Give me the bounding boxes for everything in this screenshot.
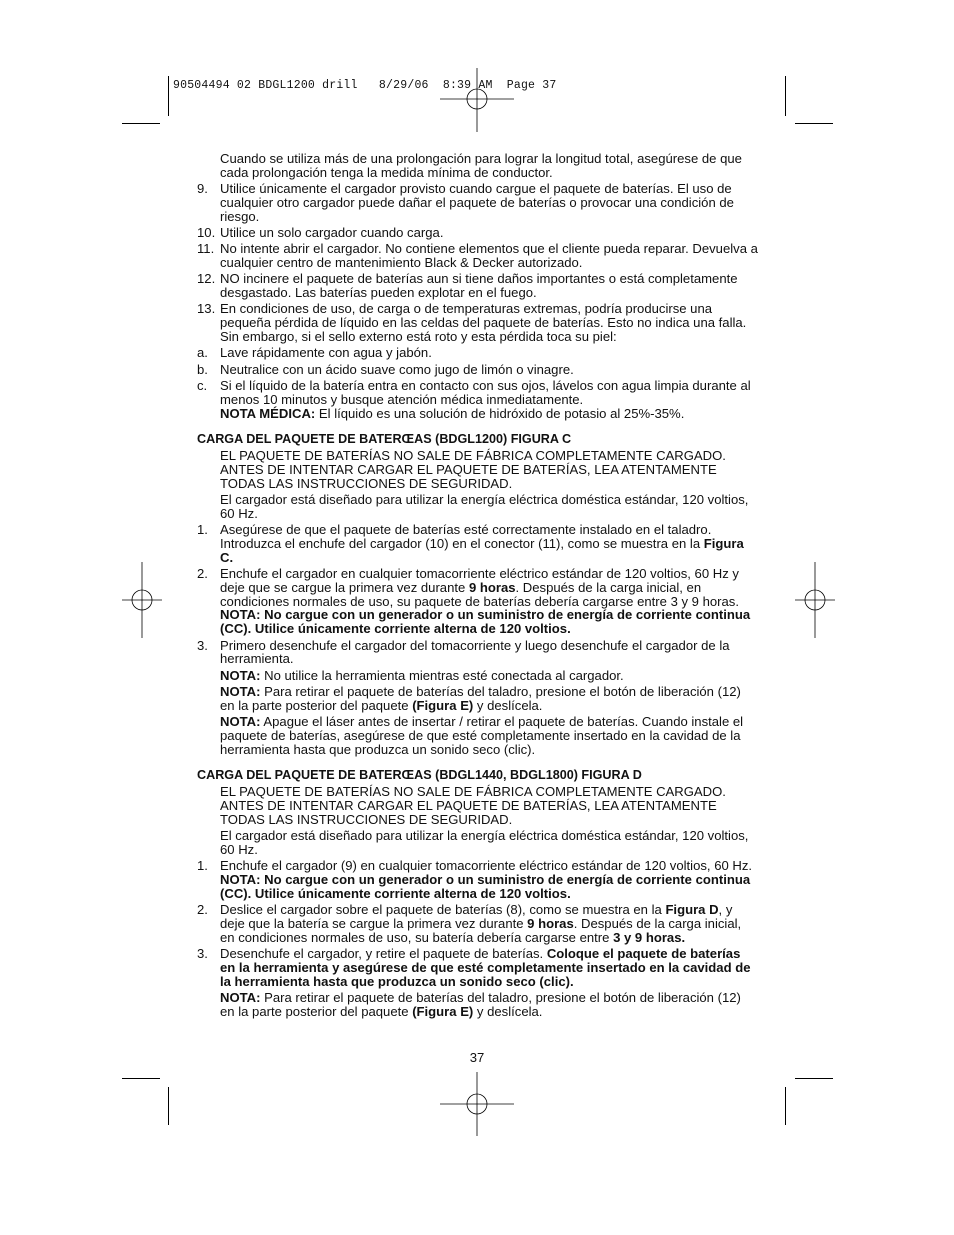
registration-mark-right: [795, 562, 835, 638]
crop-mark: [785, 1087, 786, 1125]
safety-list: [197, 182, 759, 420]
list-item: 9. Utilice únicamente el cargador provisto cuando cargue el paquete de baterías. El uso de cualquier otro cargador puede dañar el paquete de baterías o provocar una condición de riesgo.: [197, 181, 734, 224]
list-item: 1. Asegúrese de que el paquete de baterías esté correctamente instalado en el taladro. Introduzca el enchufe del cargador (10) en el conector (11), como se muestra en la Figura C.: [197, 522, 744, 565]
list-item: 10. Utilice un solo cargador cuando carga.: [197, 224, 444, 240]
intro-paragraph: Cuando se utiliza más de una prolongación para lograr la longitud total, asegúrese de que cada prolongación tenga la medida mínima de conductor.: [220, 151, 742, 180]
list-item: c. Si el líquido de la batería entra en contacto con sus ojos, lávelos con agua limpia durante al menos 10 minutos y busque atención médica inmediatamente.: [197, 377, 751, 407]
warning-text: EL PAQUETE DE BATERÍAS NO SALE DE FÁBRICA COMPLETAMENTE CARGADO. ANTES DE INTENTAR CARGAR EL PAQUETE DE BATERÍAS, LEA ATENTAMENTE TODAS LAS INSTRUCCIONES DE SEGURIDAD.: [220, 784, 726, 827]
list-item: 2. Deslice el cargador sobre el paquete de baterías (8), como se muestra en la Figura D, y deje que la batería se cargue la primera vez durante 9 horas. Después de la carga inicial, en condiciones normales de uso, su batería debería cargarse entre 3 y 9 horas.: [197, 902, 742, 945]
list-item: 3. Primero desenchufe el cargador del tomacorriente y luego desenchufe el cargador de la herramienta.: [197, 637, 730, 667]
list-item: 1. Enchufe el cargador (9) en cualquier tomacorriente eléctrico estándar de 120 voltios, 60 Hz. NOTA: No cargue con un generador o un suministro de energía de corriente continua (CC). Utilice únicamente corriente alterna de 120 voltios.: [197, 858, 753, 901]
list-item: 3. Desenchufe el cargador, y retire el paquete de baterías. Coloque el paquete de baterías en la herramienta y asegúrese de que esté completamente insertado en la cavidad de la herramienta hasta que produzca un sonido seco (clic).: [197, 945, 751, 989]
print-slug: 90504494 02 BDGL1200 drill 8/29/06 8:39 AM Page 37: [173, 79, 557, 92]
page-number: 37: [469, 1050, 485, 1065]
note: NOTA: Para retirar el paquete de baterías del taladro, presione el botón de liberación (12) en la parte posterior del paquete (Figura E) y deslícela.: [220, 683, 741, 713]
page-body: [197, 152, 759, 1021]
warning-text: EL PAQUETE DE BATERÍAS NO SALE DE FÁBRICA COMPLETAMENTE CARGADO. ANTES DE INTENTAR CARGAR EL PAQUETE DE BATERÍAS, LEA ATENTAMENTE TODAS LAS INSTRUCCIONES DE SEGURIDAD.: [220, 448, 726, 491]
section-heading-d: CARGA DEL PAQUETE DE BATERŒAS (BDGL1440, BDGL1800) FIGURA D: [197, 768, 642, 783]
list-item: 11. No intente abrir el cargador. No contiene elementos que el cliente pueda reparar. Devuelva a cualquier centro de mantenimiento Black & Decker autorizado.: [197, 241, 758, 271]
list-item: b. Neutralice con un ácido suave como jugo de limón o vinagre.: [197, 361, 574, 377]
crop-mark: [795, 1078, 833, 1079]
note: NOTA: No utilice la herramienta mientras esté conectada al cargador.: [220, 667, 624, 683]
list-item: 12. NO incinere el paquete de baterías aun si tiene daños importantes o está completamente desgastado. Las baterías pueden explotar en el fuego.: [197, 271, 738, 301]
registration-mark-bottom: [440, 1072, 514, 1136]
section-heading-c: CARGA DEL PAQUETE DE BATERŒAS (BDGL1200) FIGURA C: [197, 432, 572, 447]
crop-mark: [795, 123, 833, 124]
crop-mark: [122, 1078, 160, 1079]
note: NOTA: Apague el láser antes de insertar / retirar el paquete de baterías. Cuando instale el paquete de baterías, asegúrese de que esté completamente insertado en la cavidad de la herramienta hasta que produzca un sonido seco (clic).: [220, 713, 744, 757]
section-intro: El cargador está diseñado para utilizar la energía eléctrica doméstica estándar, 120 voltios, 60 Hz.: [220, 492, 749, 521]
registration-mark-top: [440, 68, 514, 132]
note: NOTA: Para retirar el paquete de baterías del taladro, presione el botón de liberación (12) en la parte posterior del paquete (Figura E) y deslícela.: [220, 989, 741, 1019]
medical-note: NOTA MÉDICA: El líquido es una solución de hidróxido de potasio al 25%-35%.: [220, 405, 685, 421]
section-intro: El cargador está diseñado para utilizar la energía eléctrica doméstica estándar, 120 voltios, 60 Hz.: [220, 828, 749, 857]
list-item: 13. En condiciones de uso, de carga o de temperaturas extremas, podría producirse una pequeña pérdida de líquido en las celdas del paquete de baterías. Esto no indica una falla. Sin embargo, si el sello externo está roto y esta pérdida toca su piel:: [197, 301, 747, 345]
registration-mark-left: [122, 562, 162, 638]
list-item: a. Lave rápidamente con agua y jabón.: [197, 345, 432, 361]
crop-mark: [168, 1087, 169, 1125]
crop-mark: [168, 76, 169, 116]
list-item: 2. Enchufe el cargador en cualquier tomacorriente eléctrico estándar de 120 voltios, 60 Hz y deje que se cargue la primera vez durante 9 horas. Después de la carga inicial, en condiciones normales de uso, su paquete de baterías debería cargarse entre 3 y 9 horas. NOTA: No cargue con un generador o un suministro de energía de corriente continua (CC). Utilice únicamente corriente alterna de 120 voltios.: [197, 566, 751, 637]
crop-mark: [785, 76, 786, 116]
crop-mark: [122, 123, 160, 124]
